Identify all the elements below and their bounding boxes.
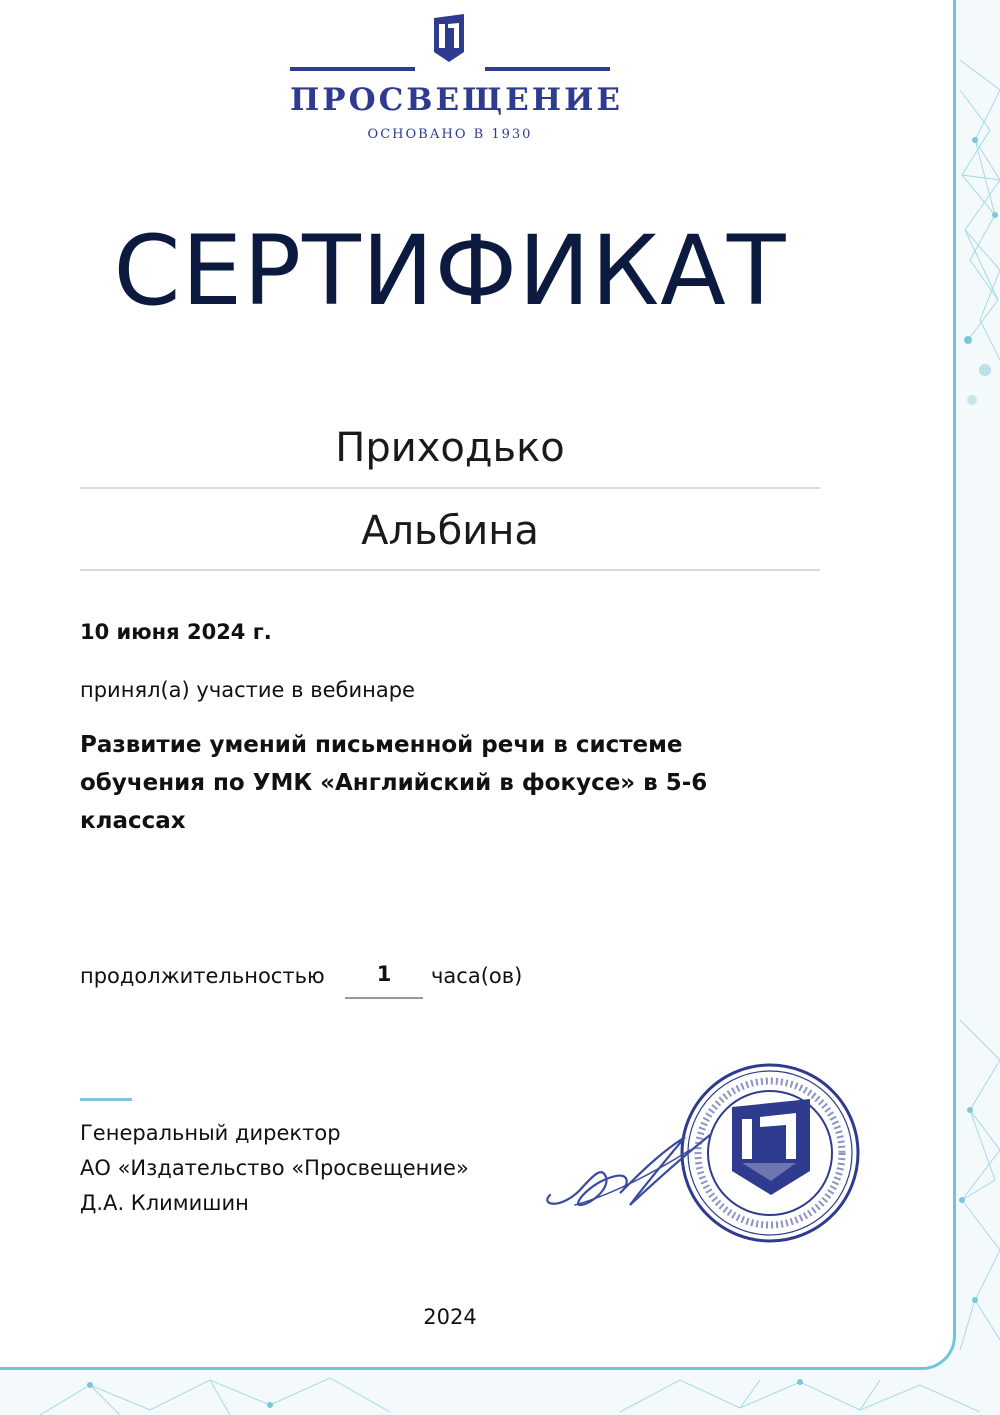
official-stamp-and-signature	[520, 1055, 860, 1250]
signatory-organization: АО «Издательство «Просвещение»	[80, 1156, 469, 1180]
signatory-position: Генеральный директор	[80, 1121, 341, 1145]
duration-value: 1	[376, 962, 392, 986]
publisher-logo	[290, 12, 624, 142]
duration-prefix: продолжительностью	[80, 964, 325, 988]
webinar-title: Развитие умений письменной речи в системе обучения по УМК «Английский в фокусе» в 5-6 классах	[80, 732, 708, 834]
event-date: 10 июня 2024 г.	[80, 620, 272, 644]
recipient-first-name: Альбина	[361, 508, 539, 554]
participation-text: принял(а) участие в вебинаре	[80, 678, 415, 702]
surname-rule	[80, 487, 820, 489]
signatory-accent-line	[80, 1098, 132, 1101]
signatory-name: Д.А. Климишин	[80, 1191, 249, 1215]
logo-rule-left	[290, 67, 415, 71]
duration-suffix: часа(ов)	[431, 964, 523, 988]
publisher-mark-icon	[430, 12, 468, 64]
publisher-name: ПРОСВЕЩЕНИЕ	[290, 82, 624, 118]
stamp-logo-icon	[732, 1099, 810, 1195]
certificate-title: СЕРТИФИКАТ	[113, 215, 787, 327]
footer-year: 2024	[423, 1305, 477, 1329]
duration-rule	[345, 997, 423, 999]
recipient-surname: Приходько	[335, 425, 565, 471]
logo-rule-right	[485, 67, 610, 71]
publisher-tagline: ОСНОВАНО В 1930	[367, 127, 533, 142]
first-name-rule	[80, 569, 820, 571]
